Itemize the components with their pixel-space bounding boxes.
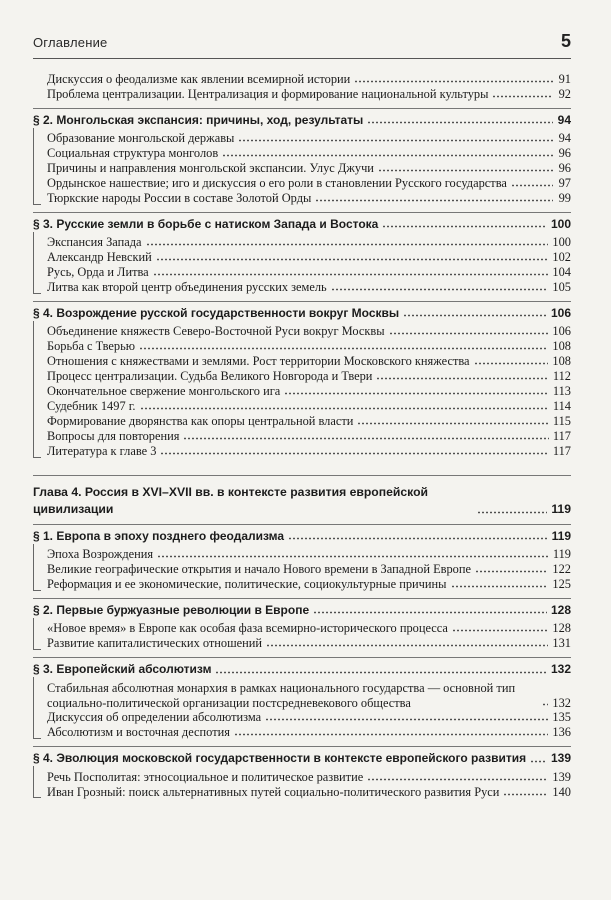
chapter-block (33, 475, 571, 518)
section-block (33, 598, 571, 651)
entry-title: Тюркские народы России в составе Золотой Орды (47, 190, 312, 205)
dot-leader (475, 563, 548, 573)
dot-leader (354, 73, 553, 83)
toc-entry (33, 710, 571, 725)
toc-entry (33, 146, 571, 161)
section-bracket (33, 677, 41, 739)
section-bracket (33, 128, 41, 205)
toc-entry (33, 354, 571, 369)
entry-title: Ордынское нашествие; иго и дискуссия о его роли в становлении Русского государства (47, 176, 507, 191)
dot-leader (492, 88, 553, 98)
dot-leader (313, 604, 547, 614)
entry-page-number: 125 (552, 576, 571, 591)
entry-page-number: 119 (552, 547, 571, 562)
dot-leader (357, 415, 548, 425)
entry-page-number: 132 (552, 695, 571, 710)
dot-leader (477, 504, 547, 514)
entry-page-number: 94 (557, 112, 571, 127)
entry-title: Литература к главе 3 (47, 443, 157, 458)
entry-title: Причины и направления монгольской экспансии. Улус Джучи (47, 161, 374, 176)
dot-leader (156, 251, 549, 261)
entry-page-number: 96 (558, 161, 571, 176)
entry-title: Отношения с княжествами и землями. Рост территории Московского княжества (47, 354, 470, 369)
entry-page-number: 100 (550, 216, 571, 231)
entry-title: Александр Невский (47, 250, 152, 265)
section-block (33, 301, 571, 459)
dot-leader (157, 548, 549, 558)
dot-leader (153, 266, 549, 276)
entry-page-number: 106 (550, 305, 571, 320)
header-rule (33, 58, 571, 59)
dot-leader (160, 445, 548, 455)
dot-leader (474, 355, 549, 365)
dot-leader (367, 114, 553, 124)
entry-title: § 1. Европа в эпоху позднего феодализма (33, 528, 285, 543)
continued-block (33, 72, 571, 102)
dot-leader (451, 578, 549, 588)
entry-page-number: 114 (552, 399, 571, 413)
dot-leader (367, 771, 548, 781)
page-number: 5 (560, 31, 571, 51)
entry-page-number: 112 (552, 369, 571, 384)
toc-entry (33, 414, 571, 429)
entry-title: Дискуссия об определении абсолютизма (47, 710, 262, 725)
toc-entry (33, 235, 571, 250)
entry-title: Образование монгольской державы (47, 131, 235, 146)
dot-leader (139, 340, 548, 350)
entry-title: Глава 4. Россия в XVI–XVII вв. в контексте развития европейской цивилизации (33, 484, 429, 516)
toc-entry (33, 636, 571, 651)
section-block (33, 524, 571, 592)
entry-title: § 2. Монгольская экспансия: причины, ход, результаты (33, 112, 364, 127)
dot-leader (389, 325, 549, 335)
dot-leader (222, 147, 553, 157)
entry-page-number: 100 (552, 235, 571, 250)
entry-title: Русь, Орда и Литва (47, 265, 149, 280)
entry-page-number: 131 (552, 636, 571, 651)
toc-entry (33, 547, 571, 562)
entry-page-number: 106 (552, 324, 571, 339)
entry-page-number: 135 (552, 710, 571, 725)
entry-page-number: 108 (552, 354, 571, 369)
toc-entry (33, 399, 571, 414)
toc-entry (33, 725, 571, 740)
section-bracket (33, 544, 41, 591)
section-bracket (33, 618, 41, 650)
entry-title: Окончательное свержение монгольского ига (47, 384, 281, 399)
toc-entry (33, 369, 571, 384)
toc-entry (33, 429, 571, 444)
entry-title: Социальная структура монголов (47, 146, 219, 161)
dot-leader (315, 192, 553, 202)
toc-entry (33, 621, 571, 636)
section-block (33, 746, 571, 799)
entry-page-number: 139 (550, 751, 571, 766)
entry-page-number: 97 (558, 176, 571, 191)
dot-leader (183, 430, 548, 440)
entry-page-number: 105 (552, 280, 571, 295)
entry-title: «Новое время» в Европе как особая фаза всемирно-исторического процесса (47, 621, 448, 636)
toc-entry (33, 131, 571, 146)
toc-entry (33, 250, 571, 265)
section-bracket (33, 766, 41, 798)
dot-leader (382, 218, 547, 228)
entry-page-number: 102 (552, 250, 571, 265)
entry-page-number: 94 (558, 131, 571, 146)
toc-entry (33, 280, 571, 295)
toc-entry (33, 444, 571, 459)
dot-leader (378, 162, 553, 172)
toc-entry (33, 265, 571, 280)
entry-page-number: 92 (558, 86, 571, 101)
entry-page-number: 99 (558, 190, 571, 205)
dot-leader (503, 786, 548, 796)
section-heading (33, 603, 571, 619)
entry-title: Проблема централизации. Централизация и формирование национальной культуры (47, 86, 489, 101)
page-header (33, 31, 571, 55)
toc-entry (33, 72, 571, 87)
dot-leader (140, 400, 549, 410)
section-block (33, 657, 571, 740)
dot-leader (452, 622, 548, 632)
entry-page-number: 140 (552, 784, 571, 799)
section-heading (33, 306, 571, 322)
entry-page-number: 119 (551, 528, 571, 543)
entry-title: Реформация и ее экономические, политические, социокультурные причины (47, 576, 447, 591)
entry-page-number: 122 (552, 562, 571, 577)
entry-title: Борьба с Тверью (47, 339, 135, 354)
entry-title: Экспансия Запада (47, 235, 142, 250)
entry-page-number: 119 (551, 501, 571, 516)
dot-leader (288, 530, 548, 540)
entry-title: Стабильная абсолютная монархия в рамках национального государства — основной тип социально-политической организации постсредневекового общества (47, 680, 516, 710)
entry-page-number: 117 (552, 443, 571, 458)
entry-page-number: 128 (550, 602, 571, 617)
entry-page-number: 108 (552, 339, 571, 354)
dot-leader (238, 132, 553, 142)
chapter-heading (33, 484, 571, 518)
toc-entry (33, 191, 571, 206)
dot-leader (530, 753, 547, 763)
toc-entry (33, 577, 571, 592)
section-block (33, 108, 571, 206)
entry-page-number: 104 (552, 265, 571, 280)
toc-entry (33, 161, 571, 176)
dot-leader (376, 370, 548, 380)
dot-leader (266, 637, 548, 647)
dot-leader (234, 726, 548, 736)
toc-entry (33, 384, 571, 399)
entry-title: Объединение княжеств Северо-Восточной Руси вокруг Москвы (47, 324, 385, 339)
dot-leader (284, 385, 549, 395)
section-heading (33, 529, 571, 545)
section-block (33, 212, 571, 295)
section-bracket (33, 321, 41, 458)
entry-page-number: 117 (552, 428, 571, 443)
entry-title: Эпоха Возрождения (47, 547, 154, 562)
dot-leader (215, 664, 547, 674)
section-heading (33, 217, 571, 233)
entry-title: Формирование дворянства как опоры центральной власти (47, 413, 354, 428)
entry-title: § 3. Русские земли в борьбе с натиском Запада и Востока (33, 216, 379, 231)
entry-title: Вопросы для повторения (47, 428, 180, 443)
table-of-contents (33, 72, 571, 800)
dot-leader (265, 711, 548, 721)
toc-entry (33, 770, 571, 785)
dot-leader (542, 696, 548, 706)
entry-page-number: 136 (552, 725, 571, 740)
section-heading (33, 662, 571, 678)
entry-page-number: 96 (558, 146, 571, 161)
entry-title: Литва как второй центр объединения русских земель (47, 280, 327, 295)
toc-entry (33, 785, 571, 800)
entry-title: Процесс централизации. Судьба Великого Новгорода и Твери (47, 369, 373, 384)
entry-title: Великие географические открытия и начало Нового времени в Западной Европе (47, 562, 472, 577)
dot-leader (403, 307, 547, 317)
toc-entry (33, 681, 571, 711)
entry-page-number: 128 (552, 621, 571, 636)
entry-page-number: 91 (558, 72, 571, 86)
running-title: Оглавление (33, 35, 108, 50)
entry-title: § 4. Эволюция московской государственности в контексте европейского развития (33, 751, 527, 766)
toc-entry (33, 562, 571, 577)
entry-title: § 2. Первые буржуазные революции в Европе (33, 602, 310, 617)
section-heading (33, 751, 571, 767)
entry-page-number: 113 (552, 384, 571, 399)
entry-title: Речь Посполитая: этносоциальное и политическое развитие (47, 769, 364, 784)
toc-entry (33, 87, 571, 102)
entry-title: § 4. Возрождение русской государственности вокруг Москвы (33, 305, 400, 320)
entry-title: Иван Грозный: поиск альтернативных путей социально-политического развития Руси (47, 784, 500, 799)
entry-title: Судебник 1497 г. (47, 399, 136, 413)
section-heading (33, 113, 571, 129)
entry-title: § 3. Европейский абсолютизм (33, 662, 212, 677)
dot-leader (331, 281, 549, 291)
entry-page-number: 132 (550, 662, 571, 677)
toc-entry (33, 339, 571, 354)
toc-entry (33, 324, 571, 339)
entry-title: Развитие капиталистических отношений (47, 636, 263, 651)
section-bracket (33, 232, 41, 294)
toc-entry (33, 176, 571, 191)
entry-title: Абсолютизм и восточная деспотия (47, 725, 230, 740)
entry-page-number: 115 (552, 413, 571, 428)
entry-title: Дискуссия о феодализме как явлении всемирной истории (47, 72, 351, 86)
dot-leader (146, 236, 549, 246)
entry-page-number: 139 (552, 769, 571, 784)
dot-leader (511, 177, 553, 187)
